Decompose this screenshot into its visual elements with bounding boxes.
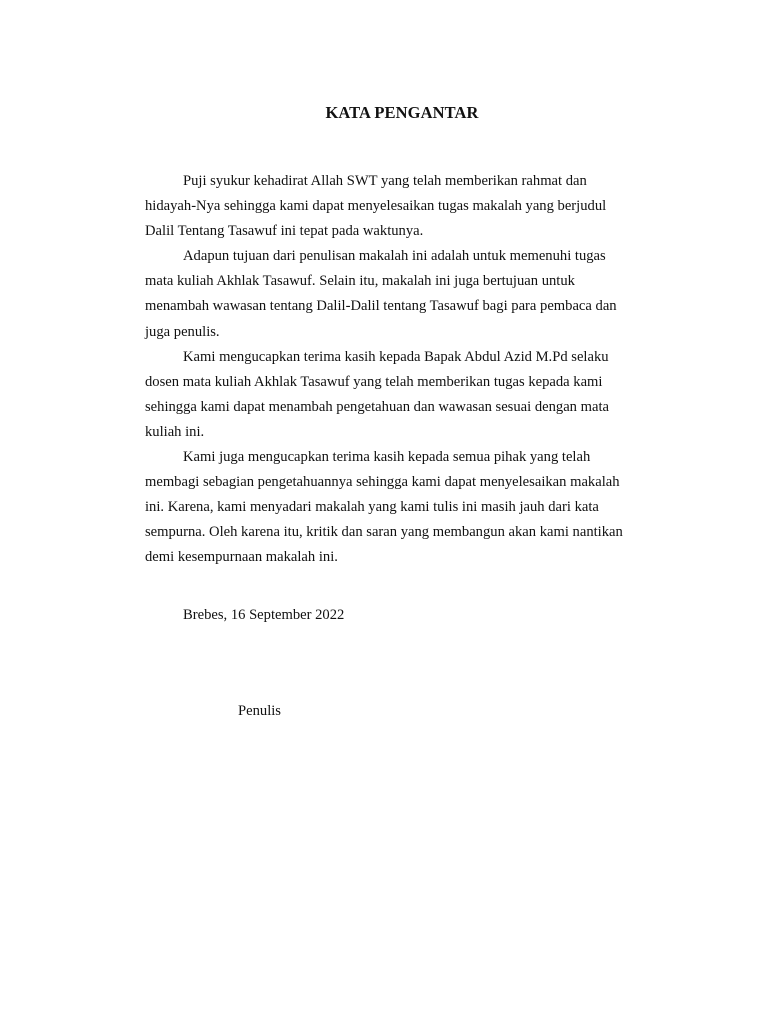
paragraph-line: sempurna. Oleh karena itu, kritik dan saran yang membangun akan kami nantikan [145,524,623,541]
paragraph-line: ini. Karena, kami menyadari makalah yang kami tulis ini masih jauh dari kata [145,499,599,516]
paragraph-line: membagi sebagian pengetahuannya sehingga kami dapat menyelesaikan makalah [145,474,620,491]
paragraph-line: menambah wawasan tentang Dalil-Dalil tentang Tasawuf bagi para pembaca dan [145,298,617,315]
paragraph-line: mata kuliah Akhlak Tasawuf. Selain itu, makalah ini juga bertujuan untuk [145,273,575,290]
page-title: KATA PENGANTAR [325,103,479,122]
paragraph-line: Kami juga mengucapkan terima kasih kepada semua pihak yang telah [183,449,591,466]
paragraph-line: Adapun tujuan dari penulisan makalah ini adalah untuk memenuhi tugas [183,248,606,265]
paragraph-4 [145,445,657,570]
closing-place-date: Brebes, 16 September 2022 [183,607,345,623]
paragraph-line: sehingga kami dapat menambah pengetahuan dan wawasan sesuai dengan mata [145,398,609,415]
paragraph-3 [145,345,657,445]
paragraph-1 [145,169,657,244]
paragraph-line: demi kesempurnaan makalah ini. [145,549,338,566]
paragraph-line: kuliah ini. [145,423,205,440]
closing-signer: Penulis [238,703,281,719]
paragraph-2 [145,244,657,344]
document-body [145,169,657,571]
paragraph-line: dosen mata kuliah Akhlak Tasawuf yang telah memberikan tugas kepada kami [145,373,603,390]
paragraph-line: Kami mengucapkan terima kasih kepada Bapak Abdul Azid M.Pd selaku [183,348,609,365]
paragraph-line: Puji syukur kehadirat Allah SWT yang telah memberikan rahmat dan [183,173,587,189]
paragraph-line: Dalil Tentang Tasawuf ini tepat pada waktunya. [145,223,424,240]
paragraph-line: hidayah-Nya sehingga kami dapat menyelesaikan tugas makalah yang berjudul [145,198,607,215]
paragraph-line: juga penulis. [145,323,220,340]
